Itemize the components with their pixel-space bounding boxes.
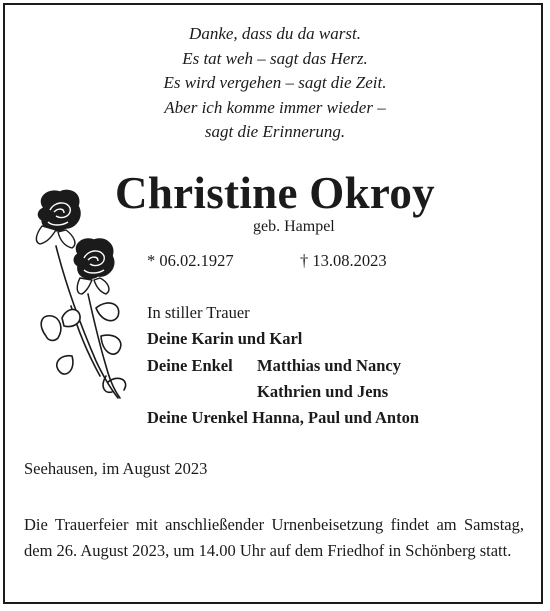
place-date: Seehausen, im August 2023 — [24, 459, 208, 478]
poem-line: Es tat weh – sagt das Herz. — [182, 48, 368, 68]
poem-line: Es wird vergehen – sagt die Zeit. — [163, 73, 387, 92]
mourners-grandchildren — [147, 356, 401, 376]
poem-line: sagt die Erinnerung. — [204, 122, 346, 141]
grandchildren-label: Deine Enkel — [147, 356, 233, 375]
grandchildren-names-1: Matthias und Nancy — [257, 356, 401, 375]
mourners-great-grandchildren: Deine Urenkel Hanna, Paul und Anton — [147, 408, 420, 427]
mourners-children: Deine Karin und Karl — [147, 329, 303, 348]
poem — [0, 22, 550, 145]
birth-date: * 06.02.1927 — [147, 251, 234, 270]
death-date: † 13.08.2023 — [300, 251, 387, 270]
mourning-intro: In stiller Trauer — [147, 303, 250, 322]
grandchildren-names-2: Kathrien und Jens — [257, 382, 389, 401]
funeral-notice: Die Trauerfeier mit anschließender Urnenbeisetzung findet am Samstag, dem 26. August 2023, um 14.00 Uhr auf dem Friedhof in Schönberg statt. — [24, 515, 524, 560]
maiden-name: geb. Hampel — [253, 218, 335, 235]
poem-line: Danke, dass du da warst. — [189, 24, 361, 43]
deceased-name: Christine Okroy — [115, 168, 435, 218]
poem-line: Aber ich komme immer wieder – — [164, 97, 386, 117]
